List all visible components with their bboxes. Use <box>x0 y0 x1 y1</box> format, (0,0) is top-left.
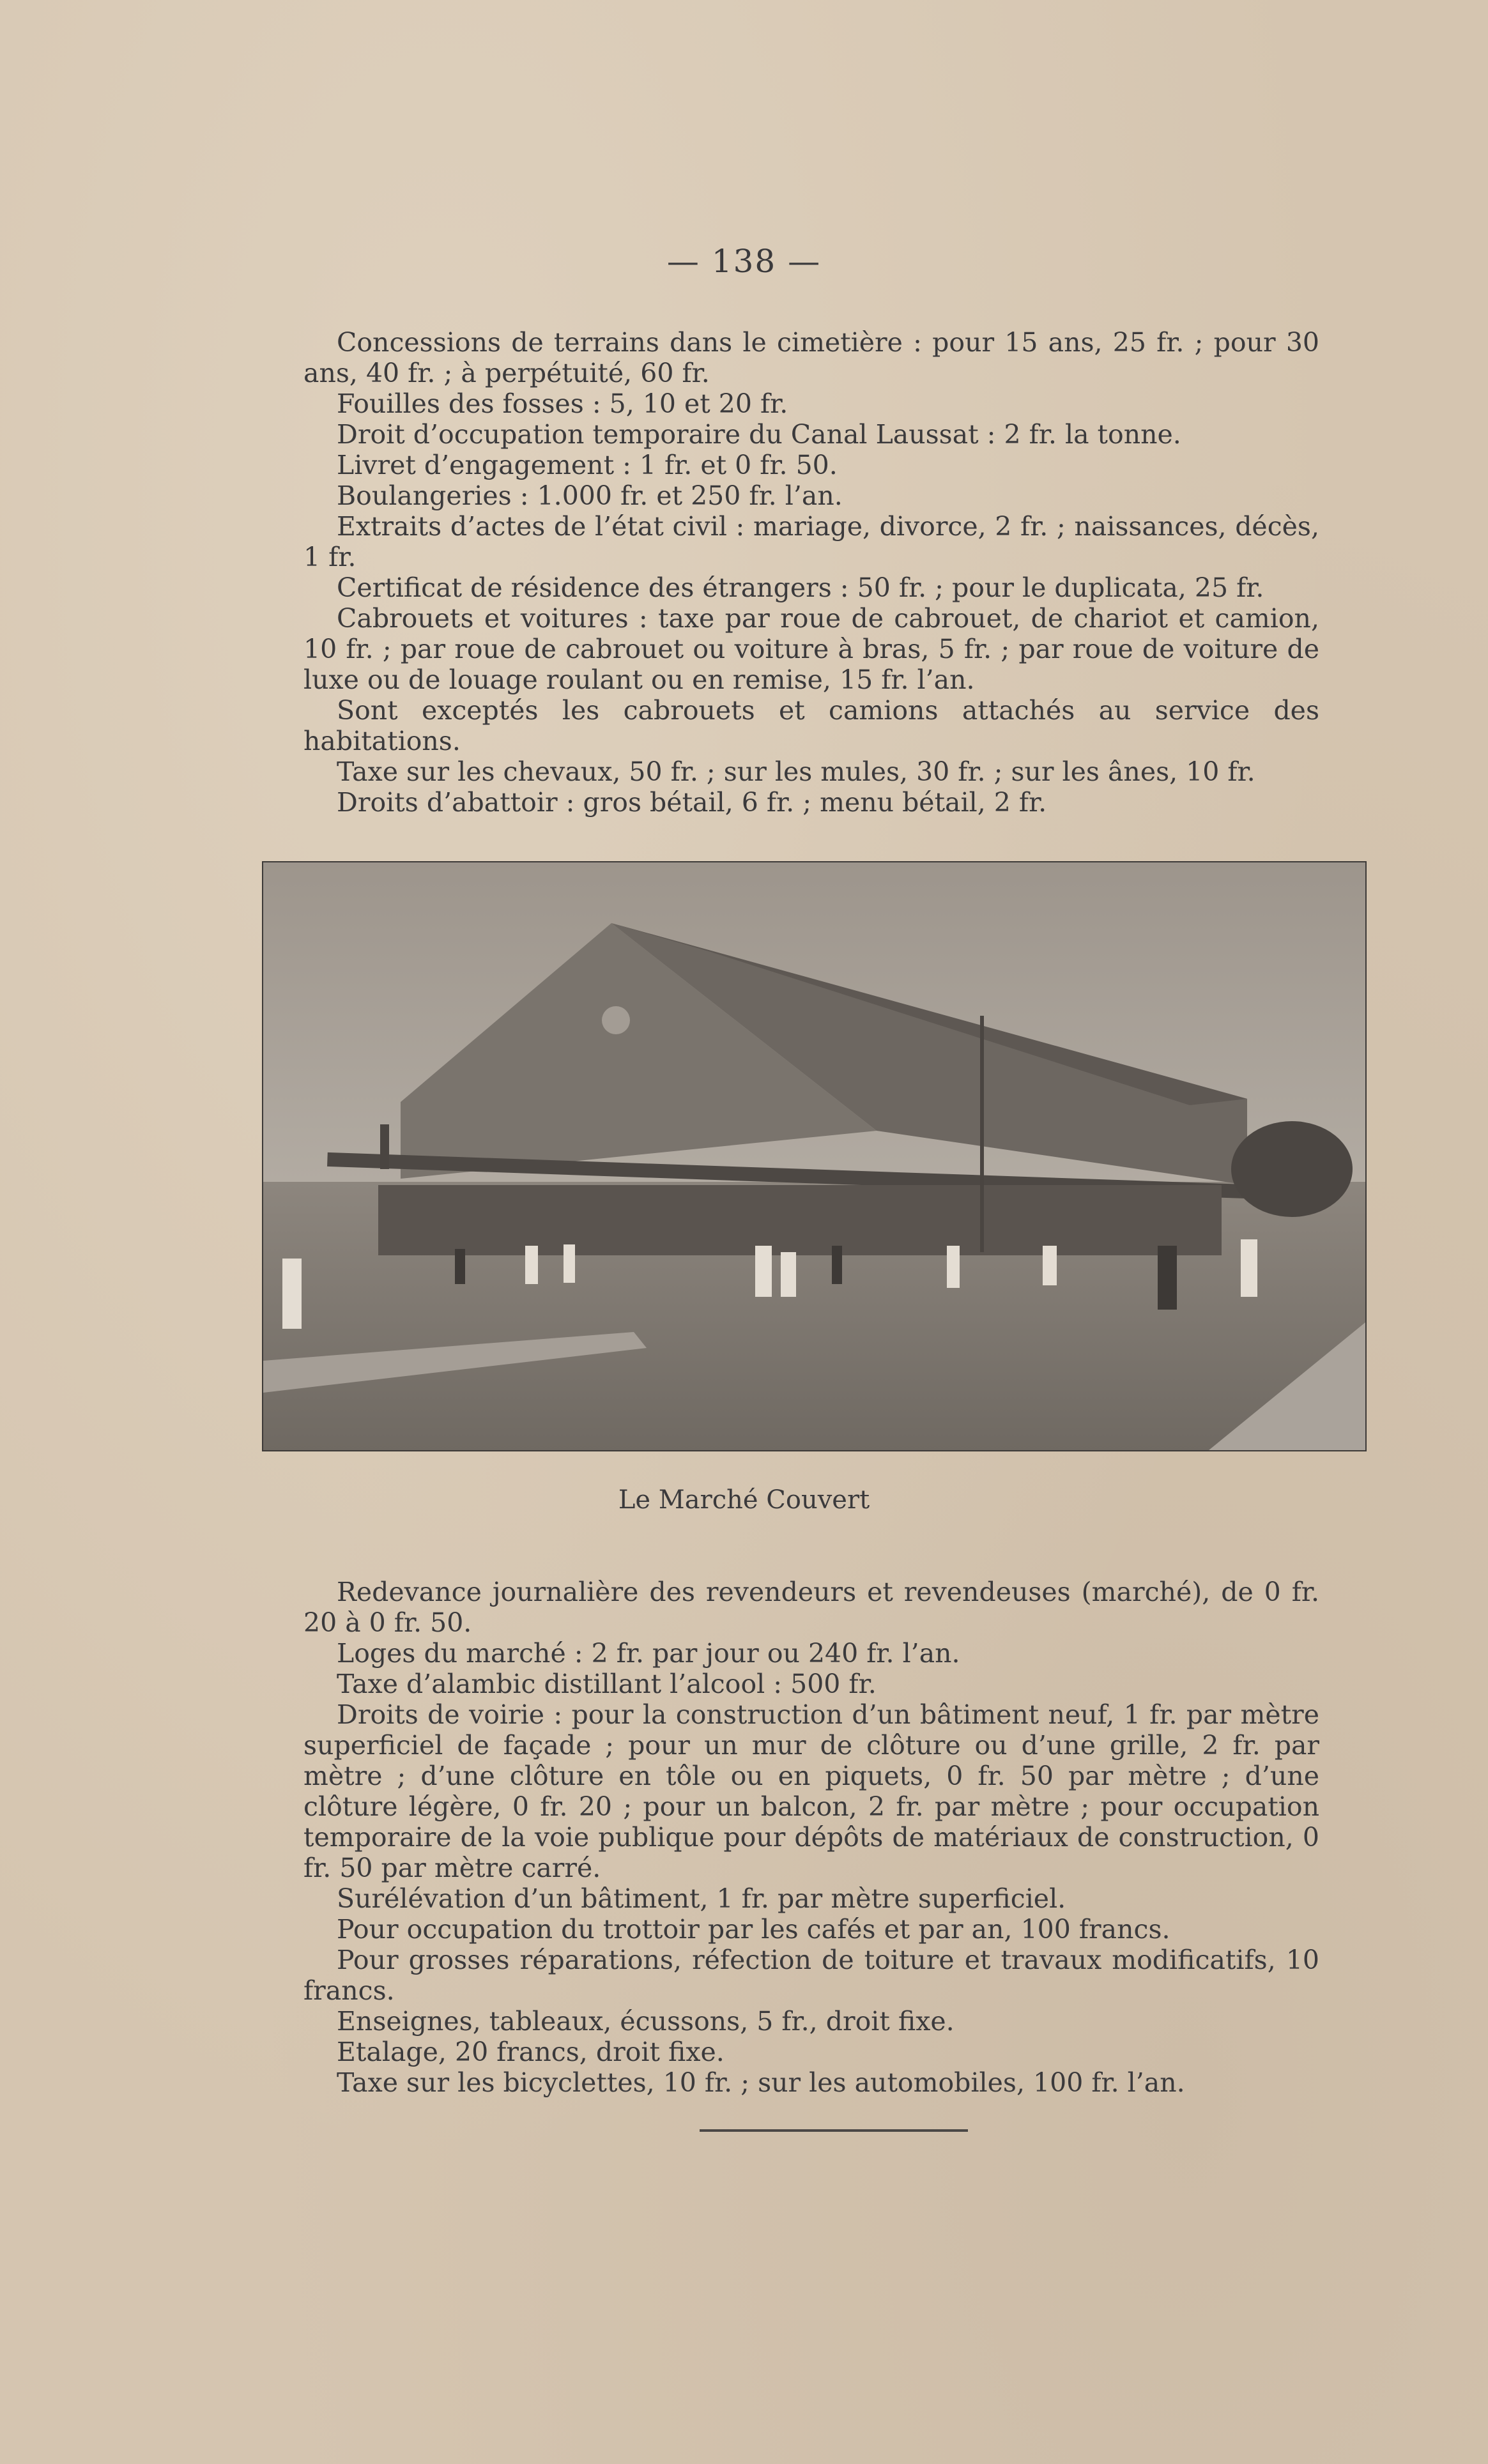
chimney <box>380 1124 389 1169</box>
paragraph-civil-records: Extraits d’actes de l’état civil : mariage, divorce, 2 fr. ; naissances, décès, 1 fr. <box>303 511 1319 572</box>
paragraph-canal-laussat: Droit d’occupation temporaire du Canal Laussat : 2 fr. la tonne. <box>337 419 1181 450</box>
bottom-text-block <box>303 1577 1319 2098</box>
tree <box>1231 1121 1353 1217</box>
paragraph-display: Etalage, 20 francs, droit fixe. <box>337 2037 725 2067</box>
figure-caption: Le Marché Couvert <box>618 1485 870 1515</box>
paragraph-work-booklet: Livret d’engagement : 1 fr. et 0 fr. 50. <box>337 450 838 480</box>
page-number: — 138 — <box>666 243 822 280</box>
paragraph-market-stalls: Loges du marché : 2 fr. par jour ou 240 fr. l’an. <box>337 1638 960 1669</box>
paragraph-carts-vehicles: Cabrouets et voitures : taxe par roue de cabrouet, de chariot et camion, 10 fr. ; par roue de cabrouet ou voiture à bras, 5 fr. ; par roue de voiture de luxe ou de louage roulant ou en remise, 15 fr. l’an. <box>303 603 1319 695</box>
paragraph-grave-digging: Fouilles des fosses : 5, 10 et 20 fr. <box>337 388 788 419</box>
paragraph-slaughter-fees: Droits d’abattoir : gros bétail, 6 fr. ; menu bétail, 2 fr. <box>337 787 1047 818</box>
paragraph-road-fees: Droits de voirie : pour la construction d’un bâtiment neuf, 1 fr. par mètre superficiel de façade ; pour un mur de clôture ou d’une grille, 2 fr. par mètre ; d’une clôture en tôle ou en piquets, 0 fr. 50 par mètre ; d’une clôture légère, 0 fr. 20 ; pour un balcon, 2 fr. par mètre ; pour occupation temporaire de la voie publique pour dépôts de matériaux de construction, 0 fr. 50 par mètre carré. <box>303 1699 1319 1883</box>
paragraph-animal-tax: Taxe sur les chevaux, 50 fr. ; sur les mules, 30 fr. ; sur les ânes, 10 fr. <box>337 756 1255 787</box>
paragraph-signs: Enseignes, tableaux, écussons, 5 fr., droit fixe. <box>337 2006 955 2037</box>
lamp-post <box>980 1016 984 1252</box>
paragraph-exemptions: Sont exceptés les cabrouets et camions attachés au service des habitations. <box>303 695 1319 756</box>
paragraph-resellers-fee: Redevance journalière des revendeurs et revendeuses (marché), de 0 fr. 20 à 0 fr. 50. <box>303 1577 1319 1638</box>
top-text-block <box>303 327 1319 818</box>
paragraph-still-tax: Taxe d’alambic distillant l’alcool : 500 fr. <box>337 1669 877 1699</box>
paragraph-sidewalk-cafes: Pour occupation du trottoir par les cafés et par an, 100 francs. <box>337 1914 1170 1945</box>
gable-window <box>602 1006 630 1034</box>
paragraph-building-raising: Surélévation d’un bâtiment, 1 fr. par mètre superficiel. <box>337 1883 1066 1914</box>
paragraph-bakeries: Boulangeries : 1.000 fr. et 250 fr. l’an. <box>337 480 843 511</box>
market-hall-photo <box>262 861 1367 1451</box>
paragraph-cemetery-concessions: Concessions de terrains dans le cimetière : pour 15 ans, 25 fr. ; pour 30 ans, 40 fr. ; à perpétuité, 60 fr. <box>303 327 1319 388</box>
paragraph-vehicle-tax: Taxe sur les bicyclettes, 10 fr. ; sur les automobiles, 100 fr. l’an. <box>337 2067 1185 2098</box>
end-rule <box>700 2129 968 2132</box>
paragraph-residence-certificate: Certificat de résidence des étrangers : 50 fr. ; pour le duplicata, 25 fr. <box>337 572 1264 603</box>
paragraph-major-repairs: Pour grosses réparations, réfection de toiture et travaux modificatifs, 10 francs. <box>303 1945 1319 2006</box>
market-arcade <box>378 1185 1222 1255</box>
